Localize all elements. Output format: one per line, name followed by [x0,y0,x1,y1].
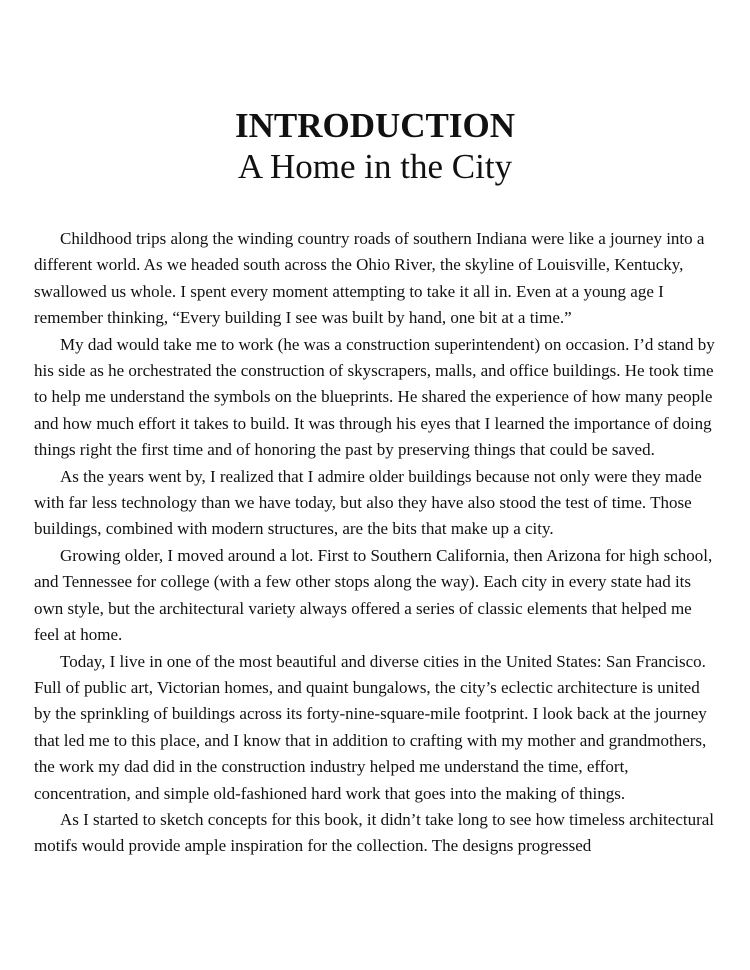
paragraph: As the years went by, I realized that I admire older buildings because not only were they made with far less technology than we have today, but also they have also stood the test of time. Those buildings, combined with modern structures, are the bits that make up a city. [34,466,702,539]
paragraph: As I started to sketch concepts for this book, it didn’t take long to see how timeless architectural motifs would provide ample inspiration for the collection. The designs progressed [34,809,715,856]
paragraph: Today, I live in one of the most beautiful and diverse cities in the United States: San Francisco. Full of public art, Victorian homes, and quaint bungalows, the city’s eclectic architecture is united by the sprinkling of buildings across its forty-nine-square-mile footprint. I look back at the journey that led me to this place, and I know that in addition to crafting with my mother and grandmothers, the work my dad did in the construction industry helped me understand the time, effort, concentration, and simple old-fashioned hard work that goes into the making of things. [34,651,707,803]
chapter-title: A Home in the City [237,147,513,186]
chapter-label: INTRODUCTION [234,106,516,145]
paragraph: My dad would take me to work (he was a construction superintendent) on occasion. I’d stand by his side as he orchestrated the construction of skyscrapers, malls, and office buildings. He took time to help me understand the symbols on the blueprints. He shared the experience of how many people and how much effort it takes to build. It was through his eyes that I learned the importance of doing things right the first time and of honoring the past by preserving things that could be saved. [34,334,715,460]
body-text [34,226,717,860]
paragraph: Growing older, I moved around a lot. First to Southern California, then Arizona for high school, and Tennessee for college (with a few other stops along the way). Each city in every state had its own style, but the architectural variety always offered a series of classic elements that helped me feel at home. [34,545,713,645]
paragraph: Childhood trips along the winding country roads of southern Indiana were like a journey into a different world. As we headed south across the Ohio River, the skyline of Louisville, Kentucky, swallowed us whole. I spent every moment attempting to take it all in. Even at a young age I remember thinking, “Every building I see was built by hand, one bit at a time.” [34,229,705,328]
